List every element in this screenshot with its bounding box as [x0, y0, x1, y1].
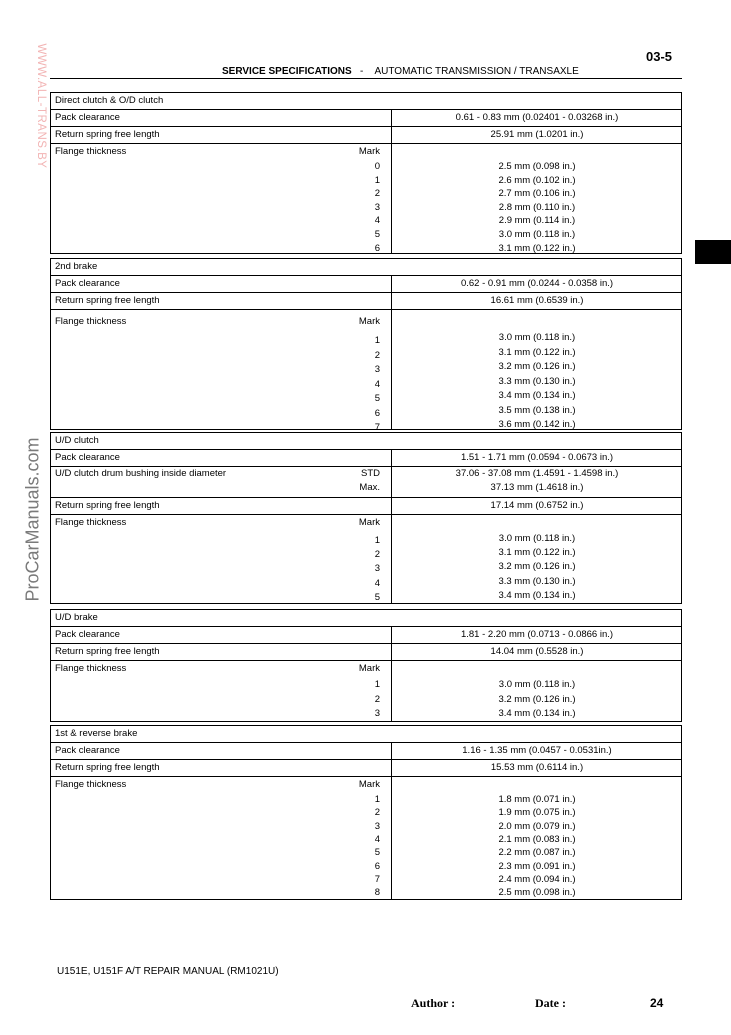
mark-number: 2 [374, 693, 380, 705]
mark-number: 3 [374, 708, 380, 720]
mark-number: 0 [374, 161, 380, 172]
thickness-value: 3.6 mm (0.142 in.) [498, 419, 576, 430]
row-label: Pack clearance [55, 278, 120, 289]
mark-number: 2 [374, 549, 380, 561]
row-value: 0.62 - 0.91 mm (0.0244 - 0.0358 in.) [460, 278, 614, 289]
thickness-value: 3.4 mm (0.134 in.) [498, 390, 576, 401]
mark-number: 3 [374, 364, 380, 375]
thickness-value: 3.2 mm (0.126 in.) [498, 693, 576, 705]
mark-number: 5 [374, 229, 380, 240]
spec-section-ud-brake [50, 609, 682, 722]
pack-clearance-row [51, 627, 681, 644]
row-value: 16.61 mm (0.6539 in.) [490, 295, 584, 306]
footer-date-label: Date : [535, 996, 566, 1010]
bushing-diameter-row [51, 467, 681, 498]
return-spring-row [51, 760, 681, 777]
mark-number: 1 [374, 794, 380, 805]
row-label: Return spring free length [55, 762, 160, 773]
mark-number: 4 [374, 378, 380, 390]
section-title: U/D clutch [51, 433, 681, 450]
thickness-value: 2.4 mm (0.094 in.) [498, 873, 576, 885]
thickness-value: 3.2 mm (0.126 in.) [498, 561, 576, 573]
thickness-value: 2.5 mm (0.098 in.) [498, 161, 576, 172]
watermark-side-gray: ProCarManuals.com [22, 437, 43, 602]
mark-number: 2 [374, 807, 380, 819]
flange-thickness-row [51, 515, 681, 603]
thickness-value: 1.8 mm (0.071 in.) [498, 794, 576, 805]
thickness-value: 3.4 mm (0.134 in.) [498, 589, 576, 601]
return-spring-row [51, 293, 681, 310]
mark-number: 5 [374, 393, 380, 404]
thickness-value: 3.0 mm (0.118 in.) [498, 229, 576, 240]
spec-section-direct-clutch [50, 92, 682, 254]
row-value: 1.81 - 2.20 mm (0.0713 - 0.0866 in.) [460, 629, 614, 640]
mark-label: Mark [358, 316, 380, 327]
row-label: Return spring free length [55, 129, 160, 140]
return-spring-row [51, 498, 681, 515]
section-title: Direct clutch & O/D clutch [51, 93, 681, 110]
row-value: 25.91 mm (1.0201 in.) [490, 129, 584, 140]
thickness-value: 3.1 mm (0.122 in.) [498, 346, 576, 358]
thickness-value: 2.2 mm (0.087 in.) [498, 847, 576, 859]
row-label: Pack clearance [55, 745, 120, 756]
side-index-tab [695, 240, 731, 264]
mark-label: Mark [358, 779, 380, 790]
row-label: Pack clearance [55, 629, 120, 640]
row-value: 15.53 mm (0.6114 in.) [490, 762, 584, 773]
thickness-value: 2.0 mm (0.079 in.) [498, 820, 576, 832]
mark-label: Mark [358, 517, 380, 528]
row-value: 1.16 - 1.35 mm (0.0457 - 0.0531in.) [462, 745, 612, 756]
thickness-value: 3.2 mm (0.126 in.) [498, 361, 576, 372]
thickness-value: 1.9 mm (0.075 in.) [498, 807, 576, 819]
mark-number: 6 [374, 242, 380, 254]
thickness-value: 2.6 mm (0.102 in.) [498, 174, 576, 186]
mark-number: 8 [374, 887, 380, 899]
mark-number: 1 [374, 174, 380, 186]
std-label: STD [361, 468, 380, 479]
thickness-value: 3.3 mm (0.130 in.) [498, 375, 576, 387]
mark-number: 4 [374, 577, 380, 589]
row-label: Return spring free length [55, 646, 160, 657]
mark-number: 4 [374, 215, 380, 227]
row-label: U/D clutch drum bushing inside diameter [55, 468, 227, 479]
flange-thickness-row [51, 310, 681, 433]
header-rule [50, 78, 682, 79]
section-title: 2nd brake [51, 259, 681, 276]
footer-author-label: Author : [411, 996, 456, 1010]
row-value: 17.14 mm (0.6752 in.) [490, 500, 584, 511]
mark-number: 1 [374, 535, 380, 546]
thickness-value: 2.7 mm (0.106 in.) [498, 188, 576, 200]
spec-section-1st-reverse-brake [50, 725, 682, 900]
spec-section-2nd-brake [50, 258, 682, 433]
mark-number: 1 [374, 335, 380, 346]
mark-label: Mark [358, 146, 380, 157]
thickness-value: 3.0 mm (0.118 in.) [498, 679, 576, 690]
max-label: Max. [359, 482, 380, 493]
mark-number: 6 [374, 407, 380, 419]
thickness-value: 3.4 mm (0.134 in.) [498, 708, 576, 720]
row-label: Return spring free length [55, 295, 160, 306]
header-separator: - [360, 66, 364, 77]
thickness-value: 2.3 mm (0.091 in.) [498, 860, 576, 872]
row-label: Pack clearance [55, 452, 120, 463]
std-value: 37.06 - 37.08 mm (1.4591 - 1.4598 in.) [455, 468, 619, 479]
mark-number: 3 [374, 820, 380, 832]
header-title [222, 66, 579, 77]
mark-number: 5 [374, 847, 380, 859]
mark-number: 6 [374, 860, 380, 872]
row-label: Pack clearance [55, 112, 120, 123]
mark-number: 5 [374, 591, 380, 603]
thickness-value: 3.5 mm (0.138 in.) [498, 404, 576, 416]
section-title: 1st & reverse brake [51, 726, 681, 743]
thickness-value: 2.1 mm (0.083 in.) [498, 833, 576, 845]
mark-number: 1 [374, 679, 380, 690]
watermark-side-red: WWW.ALL-TRANS.BY [35, 43, 47, 169]
pack-clearance-row [51, 276, 681, 293]
row-label: Flange thickness [55, 316, 127, 327]
pack-clearance-row [51, 743, 681, 760]
mark-number: 2 [374, 349, 380, 361]
row-value: 0.61 - 0.83 mm (0.02401 - 0.03268 in.) [455, 112, 619, 123]
header-section-rest: AUTOMATIC TRANSMISSION / TRANSAXLE [374, 66, 579, 77]
thickness-value: 2.9 mm (0.114 in.) [498, 215, 576, 227]
footer-manual-title: U151E, U151F A/T REPAIR MANUAL (RM1021U) [57, 966, 279, 977]
row-label: Flange thickness [55, 146, 127, 157]
mark-number: 2 [374, 188, 380, 200]
thickness-value: 3.0 mm (0.118 in.) [498, 533, 576, 544]
spec-section-ud-clutch [50, 432, 682, 604]
mark-label: Mark [358, 663, 380, 674]
thickness-value: 3.1 mm (0.122 in.) [498, 547, 576, 559]
mark-number: 7 [374, 422, 380, 433]
thickness-value: 2.5 mm (0.098 in.) [498, 887, 576, 899]
row-label: Flange thickness [55, 779, 127, 790]
footer-page-number: 24 [650, 996, 664, 1010]
row-value: 14.04 mm (0.5528 in.) [490, 646, 584, 657]
pack-clearance-row [51, 110, 681, 127]
row-value: 1.51 - 1.71 mm (0.0594 - 0.0673 in.) [460, 452, 614, 463]
mark-number: 4 [374, 833, 380, 845]
thickness-value: 3.1 mm (0.122 in.) [498, 242, 576, 254]
pack-clearance-row [51, 450, 681, 467]
row-label: Flange thickness [55, 663, 127, 674]
max-value: 37.13 mm (1.4618 in.) [490, 482, 584, 493]
flange-thickness-row [51, 661, 681, 721]
section-title: U/D brake [51, 610, 681, 627]
flange-thickness-row [51, 777, 681, 899]
mark-number: 3 [374, 201, 380, 213]
row-label: Return spring free length [55, 500, 160, 511]
header-section-bold: SERVICE SPECIFICATIONS [222, 66, 352, 77]
return-spring-row [51, 644, 681, 661]
page-code: 03-5 [646, 49, 673, 64]
mark-number: 3 [374, 563, 380, 575]
flange-thickness-row [51, 144, 681, 253]
mark-number: 7 [374, 873, 380, 885]
thickness-value: 3.0 mm (0.118 in.) [498, 332, 576, 343]
thickness-value: 2.8 mm (0.110 in.) [498, 201, 576, 213]
row-label: Flange thickness [55, 517, 127, 528]
return-spring-row [51, 127, 681, 144]
thickness-value: 3.3 mm (0.130 in.) [498, 575, 576, 587]
